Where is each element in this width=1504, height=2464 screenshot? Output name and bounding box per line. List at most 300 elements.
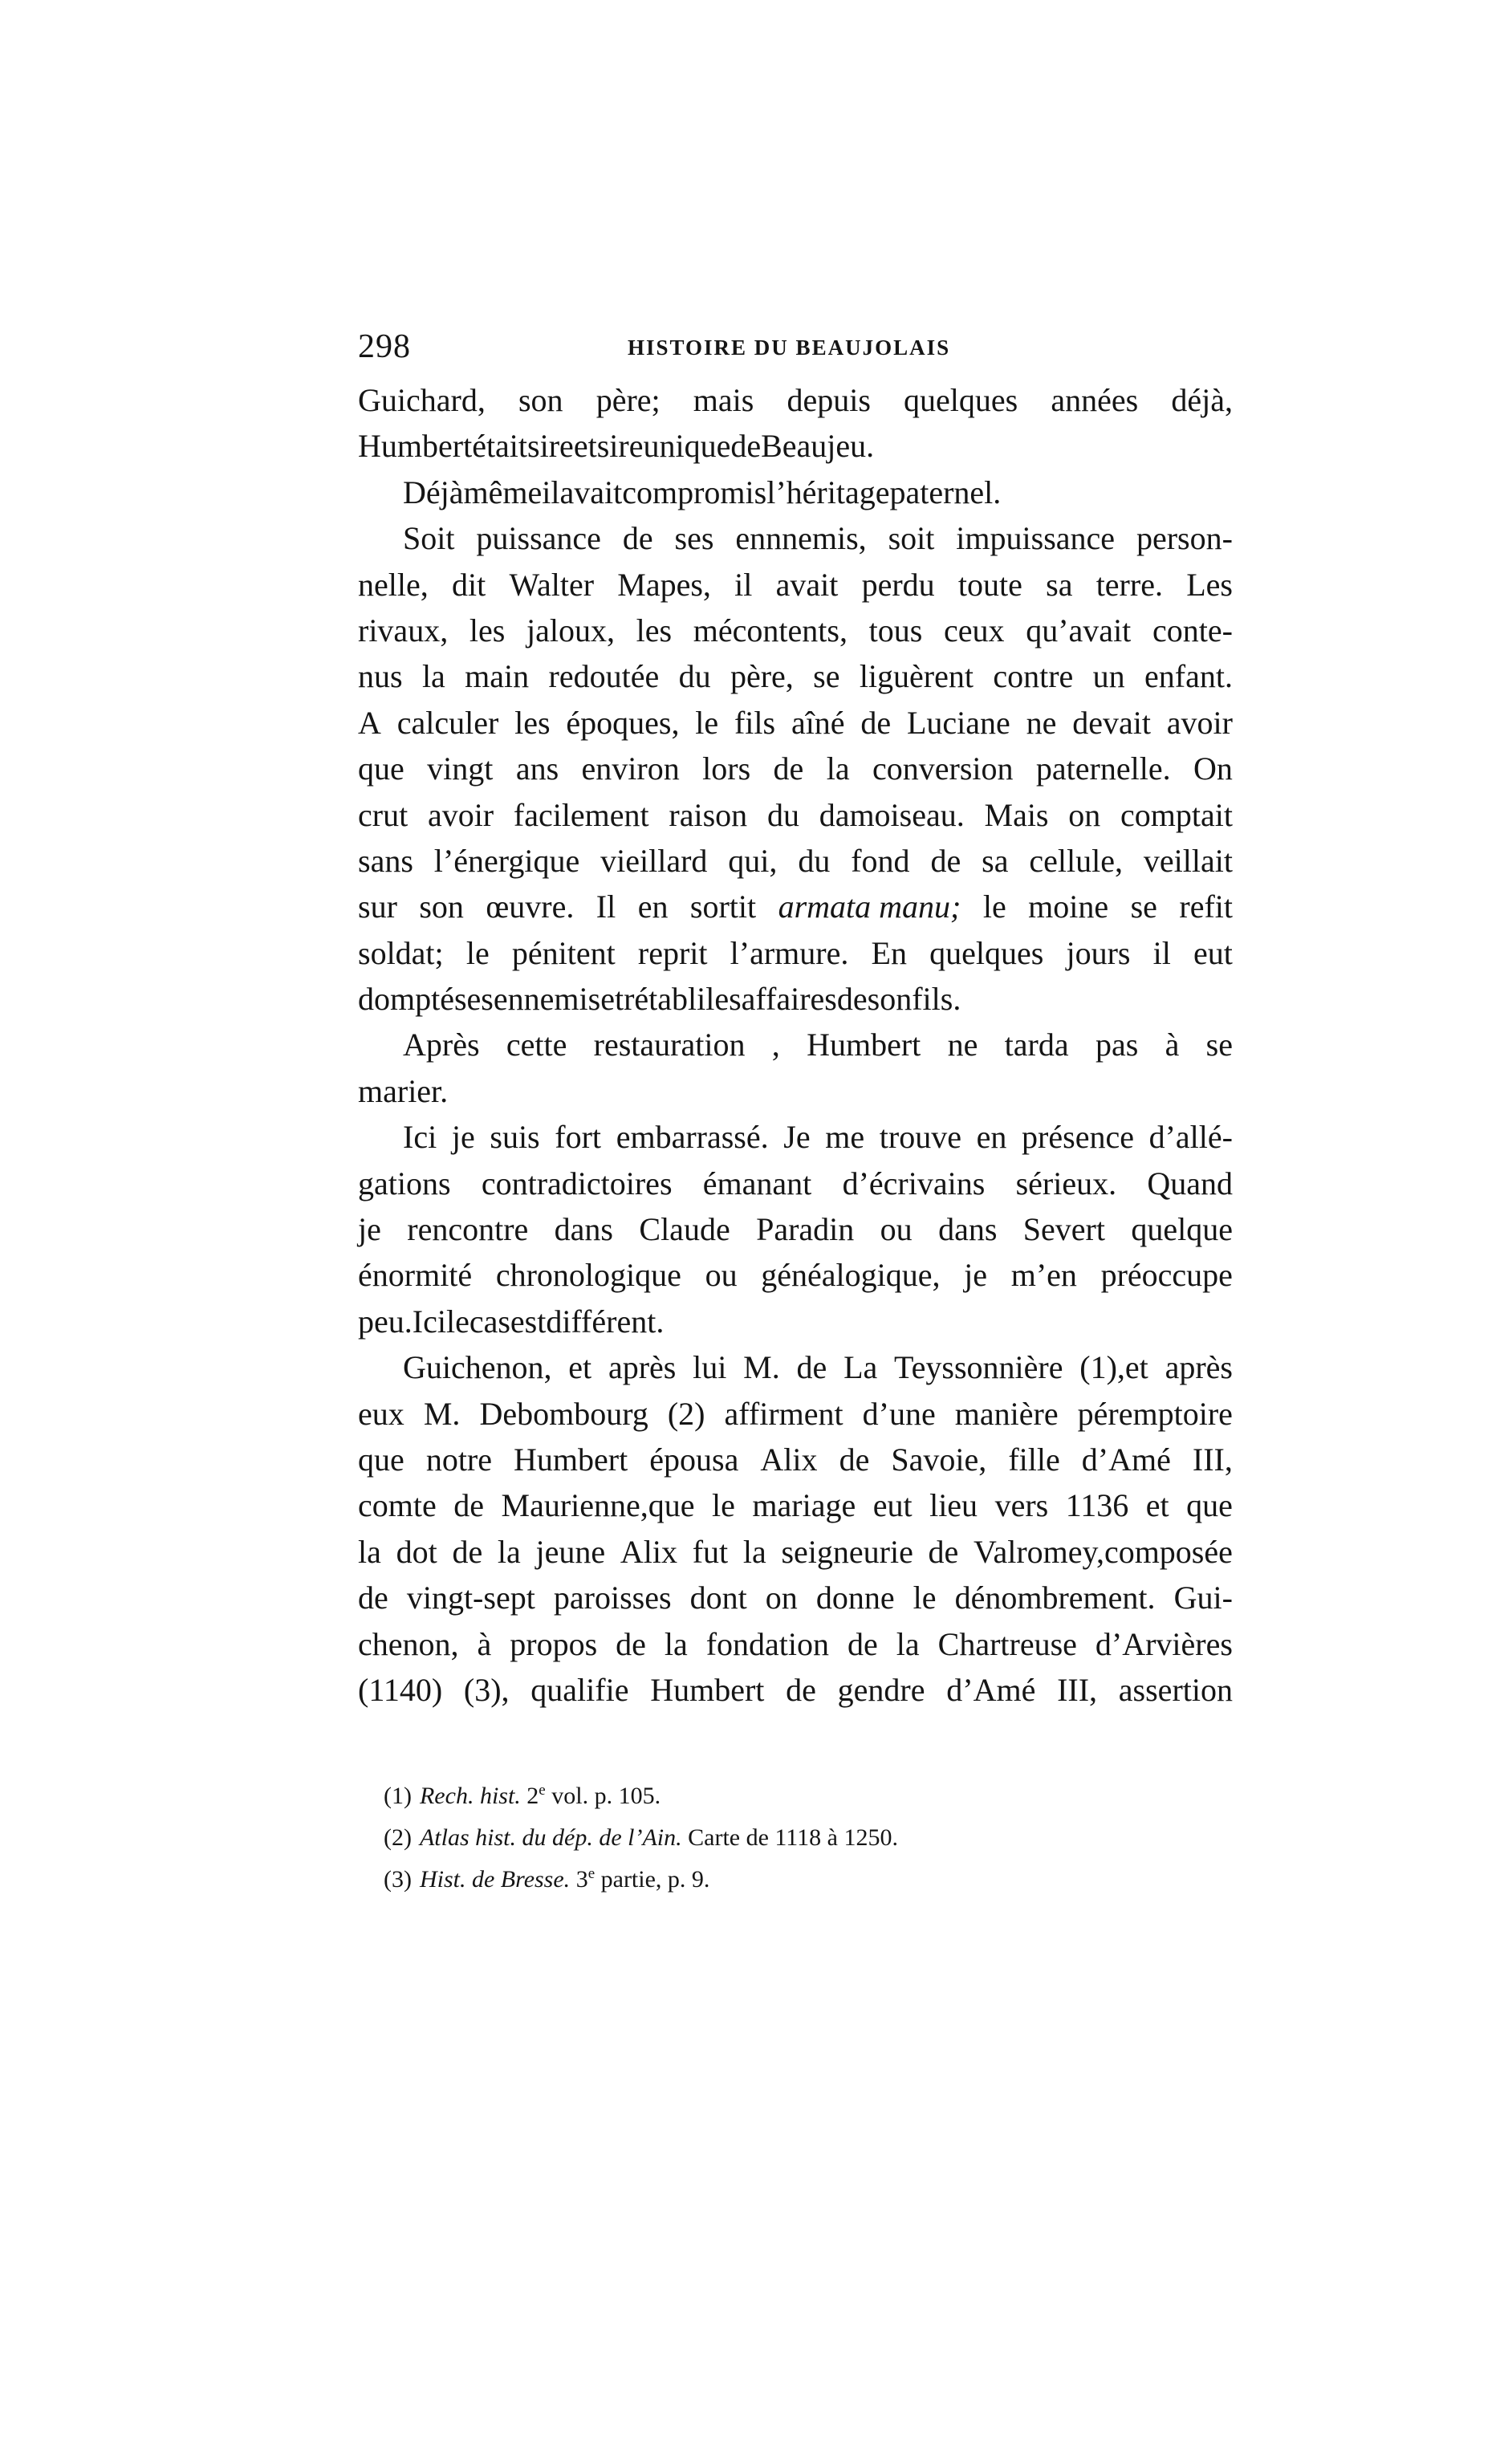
word: affaires [741,981,837,1018]
word: ceux [944,612,1005,649]
word: je [964,1257,988,1294]
word: la [497,1533,521,1570]
word: damoiseau. [819,796,965,833]
word: les [636,612,673,649]
word: donne [815,1580,895,1616]
word: soit [888,520,935,557]
word: sa [982,842,1009,879]
word: cellule, [1029,842,1123,879]
word: sans [358,842,413,879]
word: (1),et [1079,1349,1148,1386]
word: Maurienne,que [501,1487,695,1524]
word: , [771,1027,780,1063]
word: dit [451,566,486,603]
word: reprit [637,934,708,971]
word: péremptoire [1077,1395,1233,1432]
word: Valromey,composée [974,1533,1233,1570]
word: que [358,750,404,787]
word: Les [1186,566,1233,603]
word: paroisses [553,1580,672,1616]
word: La [843,1349,878,1386]
word: le [445,1303,469,1340]
word: fondation [705,1625,830,1662]
word: Humbert [650,1671,765,1708]
word: épousa [649,1441,739,1478]
word: époques, [566,704,680,741]
word: sire [527,428,574,465]
text-line [358,884,1233,929]
word: Alix [620,1533,677,1570]
word: cette [506,1027,567,1063]
word: de [848,1625,878,1662]
word: Guichenon, [403,1349,552,1386]
word: mais [693,382,754,418]
word: Mapes, [617,566,711,603]
word: chenon, [358,1625,459,1662]
word: le [465,934,490,971]
word: Chartreuse [937,1625,1077,1662]
word: Luciane [906,704,1010,741]
text-line [358,423,1233,469]
word: son [419,888,464,925]
word: et [1145,1487,1169,1524]
word: gations [358,1165,451,1202]
word: dompté [358,981,454,1018]
word: sérieux. [1015,1165,1117,1202]
word: on [1068,796,1101,833]
word: différent. [546,1303,665,1340]
word: généalogique, [761,1257,941,1294]
word: calculer [396,704,499,741]
word: d’écrivains [842,1165,986,1202]
word: père; [596,382,661,418]
footnote-source: Hist. de Bresse. [419,1866,571,1893]
word: déjà, [1171,382,1233,418]
word: Beaujeu. [761,428,875,465]
word: fils. [912,981,961,1018]
word: est [510,1303,547,1340]
word: On [1193,750,1233,787]
word: la [664,1625,688,1662]
text-line [358,1529,1233,1575]
word: perdu [861,566,935,603]
word: avait [559,474,623,510]
text-line [358,562,1233,608]
word: et [568,1349,592,1386]
word: Alix [760,1441,818,1478]
word: nus [358,658,403,695]
word: Debombourg [479,1395,648,1432]
word: Gui- [1173,1580,1233,1616]
footnote-superscript: e [539,1782,546,1799]
word: contradictoires [481,1165,673,1202]
word: raison [669,796,748,833]
word: son [518,382,563,418]
word: se [1130,888,1157,925]
word: En [871,934,907,971]
word: il [734,566,753,603]
word: fut [692,1533,729,1570]
word: M. [743,1349,780,1386]
word: comptait [1120,796,1233,833]
text-line [358,377,1233,423]
footnote-source: Rech. hist. [419,1783,521,1809]
word: crut [358,796,409,833]
text-line [358,515,1233,561]
word: sire [596,428,644,465]
word: quelques [929,934,1044,971]
word: lui [693,1349,727,1386]
word: main [465,658,530,695]
word: compromis [622,474,767,510]
word: devait [1072,704,1151,741]
word: eut [872,1487,913,1524]
word: Savoie, [891,1441,987,1478]
word: de [452,1533,483,1570]
word: de [773,750,804,787]
word: œuvre. [486,888,575,925]
word: Paradin [756,1211,855,1248]
word: ans [515,750,559,787]
text-line [358,1252,1233,1298]
word: suis [490,1119,540,1156]
word: vers [994,1487,1049,1524]
footnote-superscript: e [587,1865,596,1882]
word: les [514,704,551,741]
footnote-marker: (1) [384,1783,412,1809]
footnote-reference-tail: vol. p. 105. [545,1783,661,1809]
word: toute [957,566,1022,603]
word: eux [358,1395,404,1432]
text-line [358,976,1233,1022]
footnote-reference: Carte de 1118 à 1250. [688,1824,898,1851]
word: Je [783,1119,811,1156]
word: liguèrent [859,658,974,695]
word: Humbert [514,1441,628,1478]
word: à [1165,1027,1180,1063]
text-line [358,1621,1233,1667]
text-line [358,470,1233,515]
word: jours [1066,934,1131,971]
word: m’en [1010,1257,1077,1294]
word: M. [423,1395,461,1432]
word: et [600,981,624,1018]
word: pénitent [511,934,616,971]
word: Déjà [403,474,464,510]
word: sa [1046,566,1073,603]
text-line [358,1482,1233,1528]
page-number: 298 [358,328,411,365]
footnote [384,1817,1186,1859]
word: lors [702,750,751,787]
word: du [678,658,711,695]
word: A [358,704,381,741]
word: je [451,1119,475,1156]
word: la [742,1533,766,1570]
word: fils [734,704,776,741]
word: de [860,704,892,741]
word: jeune [535,1533,606,1570]
word: dot [396,1533,437,1570]
word: d’Amé [1081,1441,1171,1478]
word: il [542,474,560,510]
word: d’allé- [1148,1119,1233,1156]
word: conte- [1152,612,1233,649]
word: Il [596,888,616,925]
text-line [358,653,1233,699]
word: que [358,1441,404,1478]
word: la [421,658,445,695]
word: d’Amé [946,1671,1036,1708]
word: le [913,1580,937,1616]
word: sortit [689,888,757,925]
word: sur [358,888,397,925]
word: affirment [724,1395,843,1432]
word: person- [1136,520,1233,557]
word: de [616,1625,646,1662]
word: présence [1022,1119,1134,1156]
word: Après [403,1027,480,1063]
word: se [813,658,840,695]
text-line [358,700,1233,746]
word: dont [689,1580,747,1616]
word: refit [1179,888,1233,925]
word: Severt [1022,1211,1105,1248]
word: d’une [862,1395,936,1432]
word: (2) [667,1395,705,1432]
word: ne [1026,704,1057,741]
word: moine [1028,888,1109,925]
word: la [826,750,850,787]
word: mariage [752,1487,856,1524]
footnote [384,1775,1186,1817]
word: Guichard, [358,382,486,418]
word: avoir [427,796,494,833]
word: en [976,1119,1007,1156]
word: Teyssonnière [894,1349,1063,1386]
word: après [1165,1349,1233,1386]
word: quelque [1131,1211,1233,1248]
word: rivaux, [358,612,449,649]
text-line [358,1667,1233,1713]
word: l’héritage [766,474,890,510]
word: lieu [929,1487,978,1524]
word: Ici [403,1119,437,1156]
word: qualifie [530,1671,629,1708]
word: peu. [358,1303,413,1340]
word: marier. [358,1072,449,1109]
word: notre [425,1441,492,1478]
word: ennnemis, [735,520,867,557]
word: (3), [463,1671,510,1708]
word: de [796,1349,827,1386]
word: de [730,428,762,465]
word: Humbert [358,428,473,465]
word: III, [1192,1441,1233,1478]
word: mécontents, [693,612,848,649]
word: me [825,1119,865,1156]
word: fond [851,842,910,879]
text-line [358,792,1233,838]
footnote-reference: 3 [575,1866,588,1893]
text-line [358,1437,1233,1482]
text-line [358,1391,1233,1437]
word: restauration [593,1027,746,1063]
word: Quand [1147,1165,1233,1202]
footnote-reference: 2 [526,1783,539,1809]
word: de [453,1487,484,1524]
word: qui, [728,842,778,879]
word: de [928,1533,959,1570]
word: ennemis [493,981,601,1018]
word: dans [938,1211,998,1248]
word: vingt-sept [406,1580,535,1616]
word: et [573,428,597,465]
text-line [358,1575,1233,1620]
word: la [358,1533,381,1570]
word: que [1186,1487,1233,1524]
word: préoccupe [1100,1257,1233,1294]
word: veillait [1143,842,1233,879]
word: vieillard [600,842,708,879]
word: les [469,612,506,649]
word: énormité [358,1257,473,1294]
word: armata manu; [778,888,961,925]
footnote-source: Atlas hist. du dép. de l’Ain. [419,1824,682,1851]
word: manière [954,1395,1059,1432]
word: l’armure. [730,934,849,971]
word: le [982,888,1006,925]
word: d’Arvières [1095,1625,1233,1662]
word: en [637,888,669,925]
word: quelques [904,382,1018,418]
word: tarda [1004,1027,1069,1063]
word: de [930,842,961,879]
word: après [608,1349,677,1386]
word: enfant. [1144,658,1233,695]
word: de [786,1671,816,1708]
word: même [463,474,543,510]
word: ses [453,981,494,1018]
word: cas [469,1303,510,1340]
word: du [798,842,831,879]
word: seigneurie [781,1533,913,1570]
text-line [358,1206,1233,1252]
word: assertion [1118,1671,1233,1708]
word: la [896,1625,920,1662]
word: fort [555,1119,602,1156]
word: conversion [872,750,1014,787]
text-line [358,1114,1233,1160]
word: un [1092,658,1125,695]
word: qu’avait [1026,612,1132,649]
word: jaloux, [526,612,615,649]
text-line [358,838,1233,884]
word: gendre [837,1671,925,1708]
word: comte [358,1487,437,1524]
footnotes [384,1775,1186,1901]
word: le [695,704,719,741]
word: se [1205,1027,1233,1063]
text-line [358,1344,1233,1390]
word: tous [868,612,923,649]
footnote-marker: (3) [384,1866,412,1893]
word: rétabli [624,981,706,1018]
word: facilement [513,796,649,833]
footnote-reference-tail: partie, p. 9. [595,1866,710,1893]
word: paternelle. [1035,750,1171,787]
text-line [358,746,1233,791]
word: Walter [509,566,595,603]
text-line [358,1161,1233,1206]
word: (1140) [358,1671,443,1708]
word: dans [554,1211,613,1248]
word: à [477,1625,492,1662]
word: vingt [427,750,494,787]
word: embarrassé. [616,1119,769,1156]
word: ne [947,1027,978,1063]
word: les [705,981,742,1018]
word: était [472,428,528,465]
running-head: HISTOIRE DU BEAUJOLAIS [628,335,951,360]
text-line [358,608,1233,653]
word: environ [581,750,680,787]
body-text [358,377,1233,1713]
word: terre. [1095,566,1163,603]
word: impuissance [956,520,1116,557]
word: Humbert [807,1027,921,1063]
word: il [1152,934,1171,971]
word: redoutée [548,658,660,695]
word: trouve [879,1119,961,1156]
word: du [766,796,799,833]
word: l’énergique [433,842,580,879]
word: de [839,1441,870,1478]
word: aîné [791,704,845,741]
word: émanant [702,1165,812,1202]
word: unique [643,428,731,465]
word: propos [510,1625,598,1662]
word: ses [674,520,714,557]
text-line [358,1299,1233,1344]
word: Soit [403,520,455,557]
text-line [358,1022,1233,1067]
footnote [384,1859,1186,1901]
word: soldat; [358,934,444,971]
word: 1136 [1065,1487,1129,1524]
word: le [712,1487,735,1524]
word: de [622,520,653,557]
word: années [1051,382,1139,418]
word: Ici [412,1303,446,1340]
page-header [358,323,1233,371]
word: depuis [787,382,871,418]
word: pas [1095,1027,1139,1063]
word: contre [993,658,1074,695]
word: de [836,981,868,1018]
word: Claude [639,1211,730,1248]
word: Mais [984,796,1049,833]
word: eut [1193,934,1233,971]
footnote-marker: (2) [384,1824,412,1851]
word: je [358,1211,381,1248]
word: père, [730,658,794,695]
word: paternel. [889,474,1002,510]
text-line [358,1068,1233,1114]
word: ou [880,1211,913,1248]
word: III, [1057,1671,1098,1708]
word: on [765,1580,798,1616]
